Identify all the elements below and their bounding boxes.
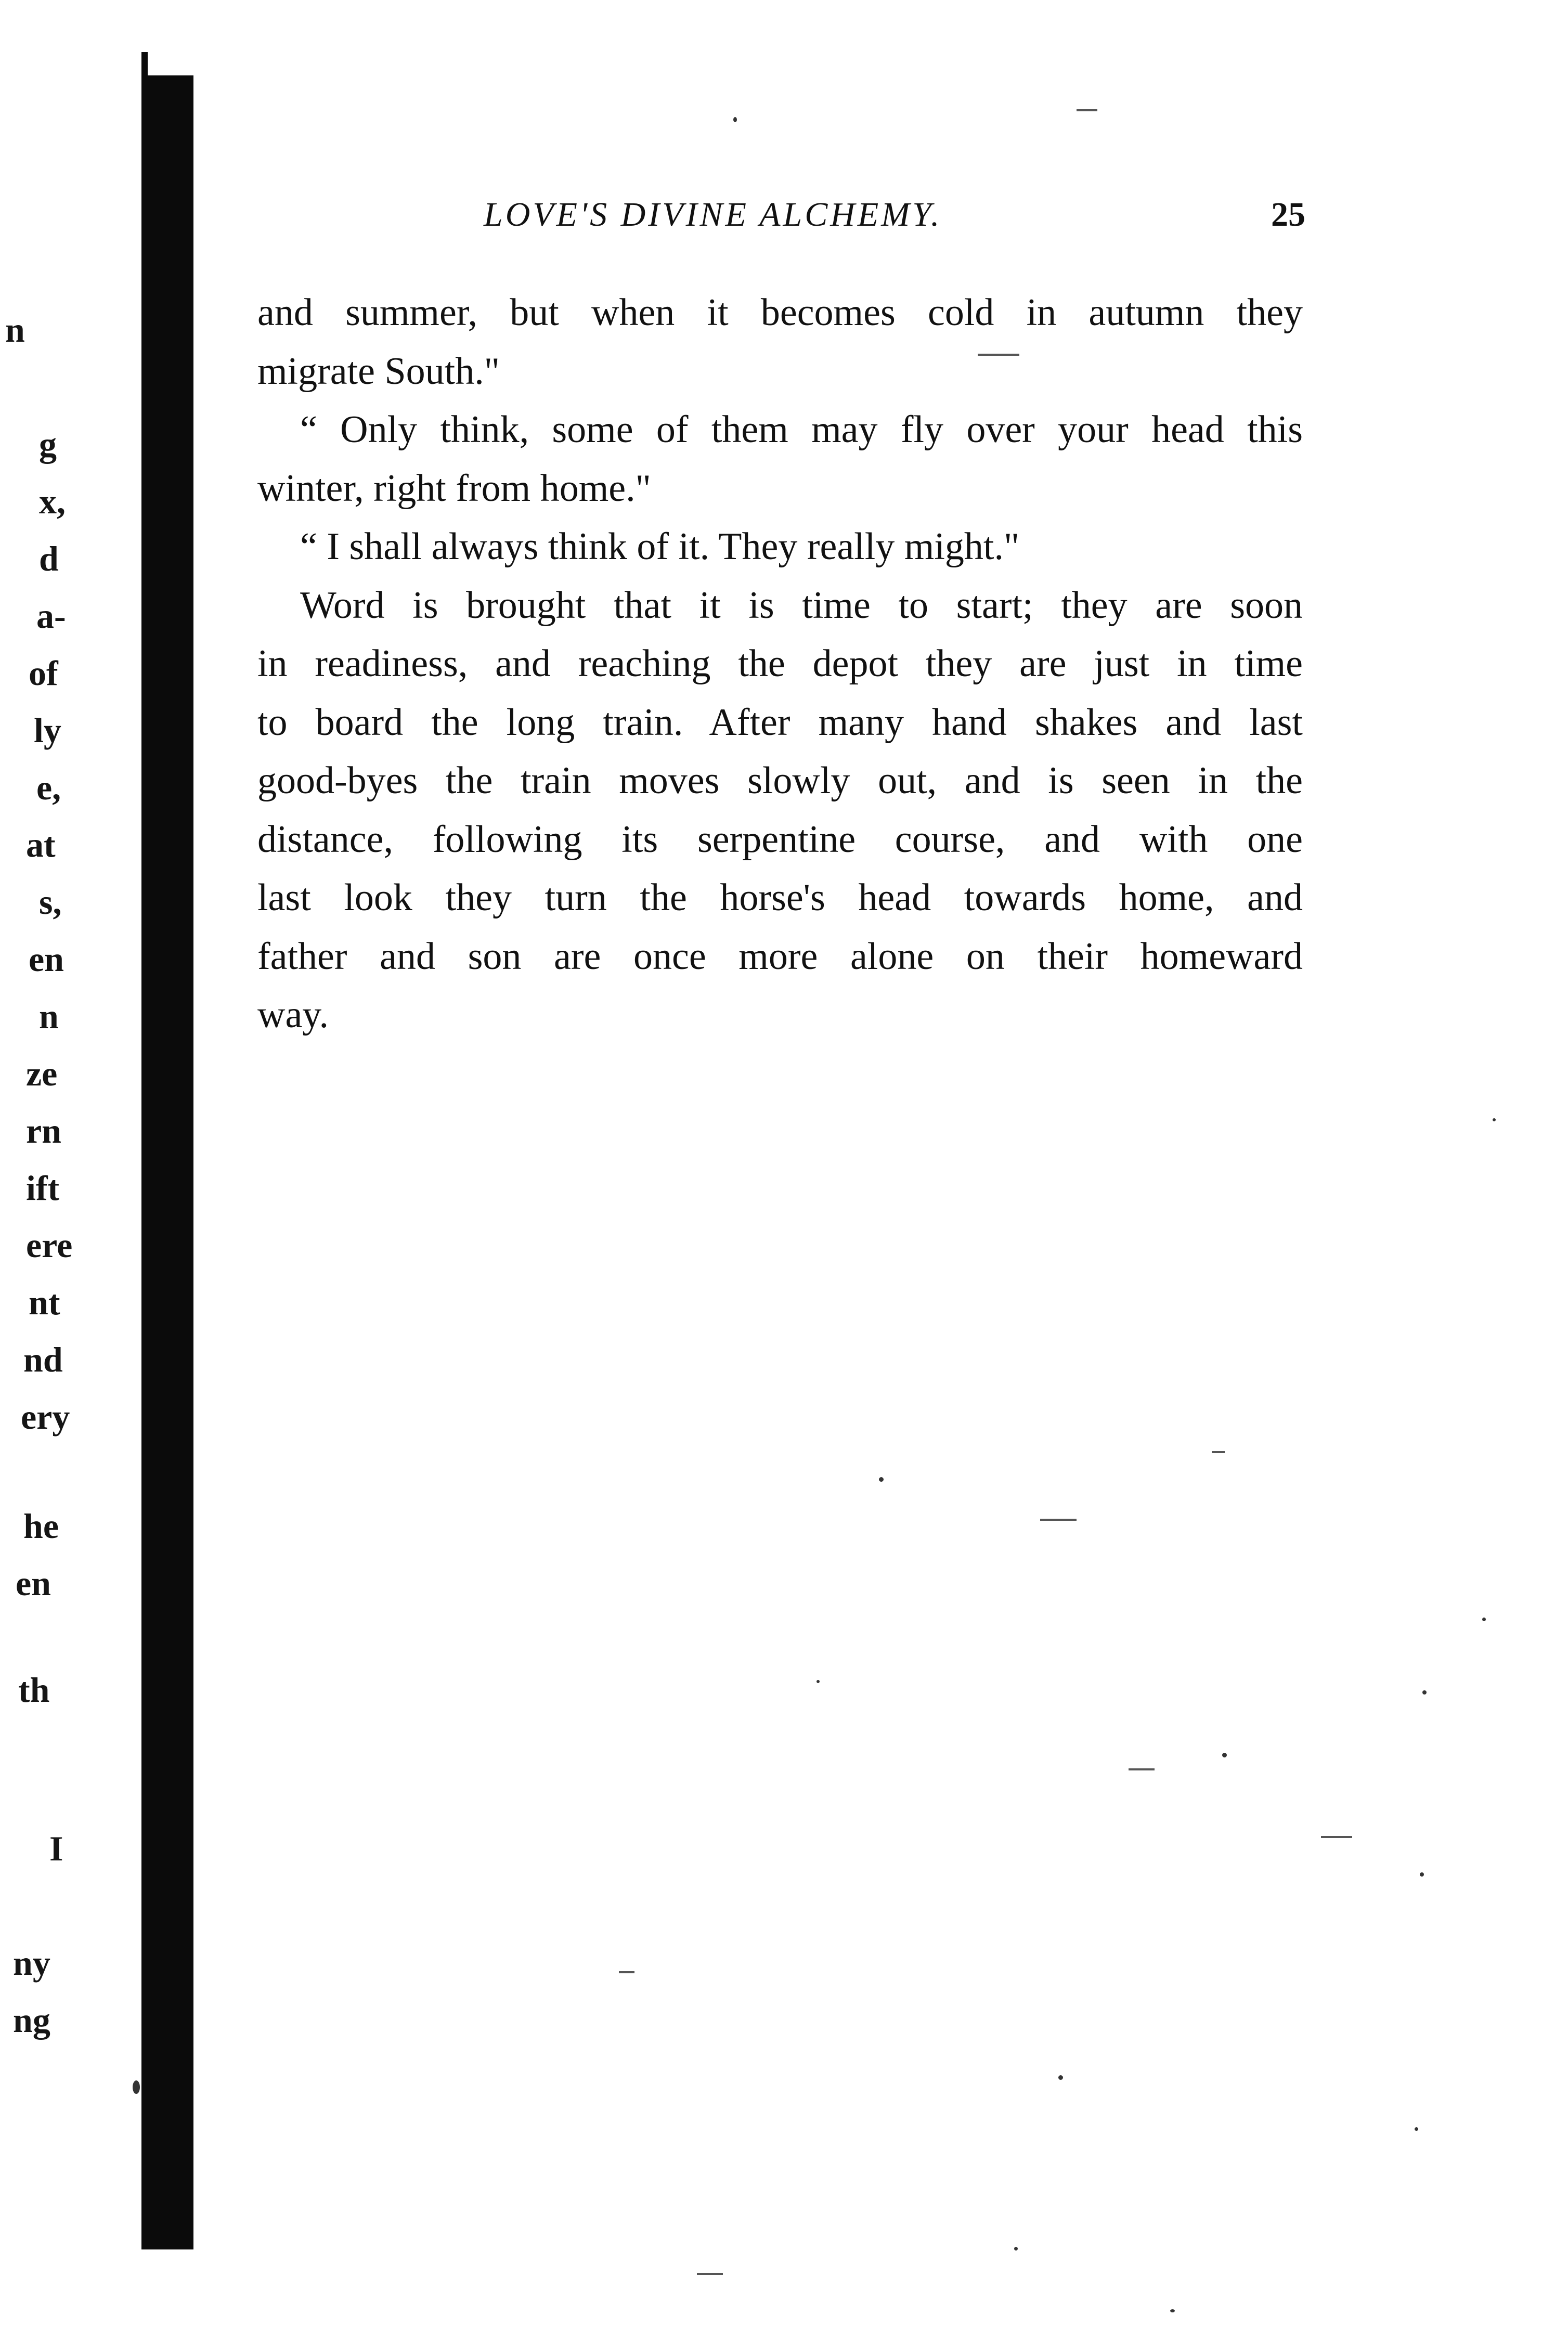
text-line: last look they turn the horse's head towards home, and <box>257 876 1303 919</box>
running-head <box>484 195 1347 242</box>
scan-mark <box>619 1971 634 1973</box>
scan-mark <box>978 354 1019 356</box>
page-number: 25 <box>1271 196 1305 234</box>
gutter-fragment: en <box>29 939 64 979</box>
gutter-fragment: g <box>39 424 57 464</box>
text-line: “ Only think, some of them may fly over your head this <box>300 408 1303 451</box>
gutter-fragment: x, <box>39 482 66 521</box>
text-line: distance, following its serpentine course, and with one <box>257 818 1303 861</box>
scan-mark <box>1321 1836 1352 1838</box>
text-line: winter, right from home." <box>257 467 651 510</box>
scan-speck <box>1222 1753 1227 1757</box>
scan-mark <box>1077 109 1097 111</box>
scan-speck <box>1482 1618 1486 1621</box>
gutter-fragment: of <box>29 653 58 693</box>
scan-speck <box>1422 1690 1427 1695</box>
scan-speck <box>733 117 737 122</box>
scan-speck <box>1170 2309 1175 2312</box>
gutter-fragment: ng <box>13 2000 50 2040</box>
gutter-fragment: s, <box>39 882 62 922</box>
gutter-fragment: ny <box>13 1943 50 1983</box>
gutter-fragment: a- <box>36 596 66 636</box>
gutter-fragment: en <box>16 1563 51 1603</box>
scan-speck <box>879 1477 884 1482</box>
scan-speck <box>1493 1118 1496 1121</box>
facing-page-fragments <box>0 291 130 2112</box>
binding-edge <box>141 52 148 78</box>
gutter-fragment: nt <box>29 1283 60 1322</box>
text-line: “ I shall always think of it. They really might." <box>300 525 1020 568</box>
scan-mark <box>1212 1451 1225 1453</box>
binding-shadow <box>141 75 193 2249</box>
text-line: way. <box>257 993 329 1036</box>
gutter-fragment: ere <box>26 1225 73 1265</box>
text-line: father and son are once more alone on their homeward <box>257 935 1303 978</box>
scan-speck <box>1415 2127 1418 2131</box>
scan-mark <box>697 2273 723 2275</box>
scan-mark <box>1129 1768 1155 1770</box>
scan-speck <box>133 2080 140 2094</box>
scan-speck <box>817 1680 820 1683</box>
body-text <box>257 283 1303 1044</box>
text-line: in readiness, and reaching the depot they are just in time <box>257 642 1303 685</box>
gutter-fragment: I <box>49 1829 63 1868</box>
running-title: LOVE'S DIVINE ALCHEMY. <box>484 196 942 234</box>
gutter-fragment: nd <box>23 1340 63 1379</box>
scan-speck <box>1058 2075 1063 2080</box>
scan-mark <box>1040 1519 1077 1521</box>
gutter-fragment: ly <box>34 710 61 750</box>
gutter-fragment: ift <box>26 1168 60 1208</box>
gutter-fragment: e, <box>36 768 61 807</box>
text-line: good-byes the train moves slowly out, and is seen in the <box>257 759 1303 802</box>
gutter-fragment: n <box>5 310 25 350</box>
text-line: migrate South." <box>257 350 500 393</box>
gutter-fragment: n <box>39 997 59 1036</box>
gutter-fragment: he <box>23 1506 59 1546</box>
gutter-fragment: rn <box>26 1111 61 1150</box>
gutter-fragment: d <box>39 539 59 578</box>
scan-speck <box>1014 2247 1018 2251</box>
text-line: Word is brought that it is time to start; they are soon <box>300 584 1303 627</box>
gutter-fragment: at <box>26 825 56 864</box>
gutter-fragment: ery <box>21 1397 70 1437</box>
gutter-fragment: th <box>18 1670 50 1710</box>
text-line: to board the long train. After many hand shakes and last <box>257 701 1303 744</box>
gutter-fragment: ze <box>26 1054 58 1093</box>
scan-speck <box>1420 1872 1424 1877</box>
text-line: and summer, but when it becomes cold in autumn they <box>257 291 1303 334</box>
